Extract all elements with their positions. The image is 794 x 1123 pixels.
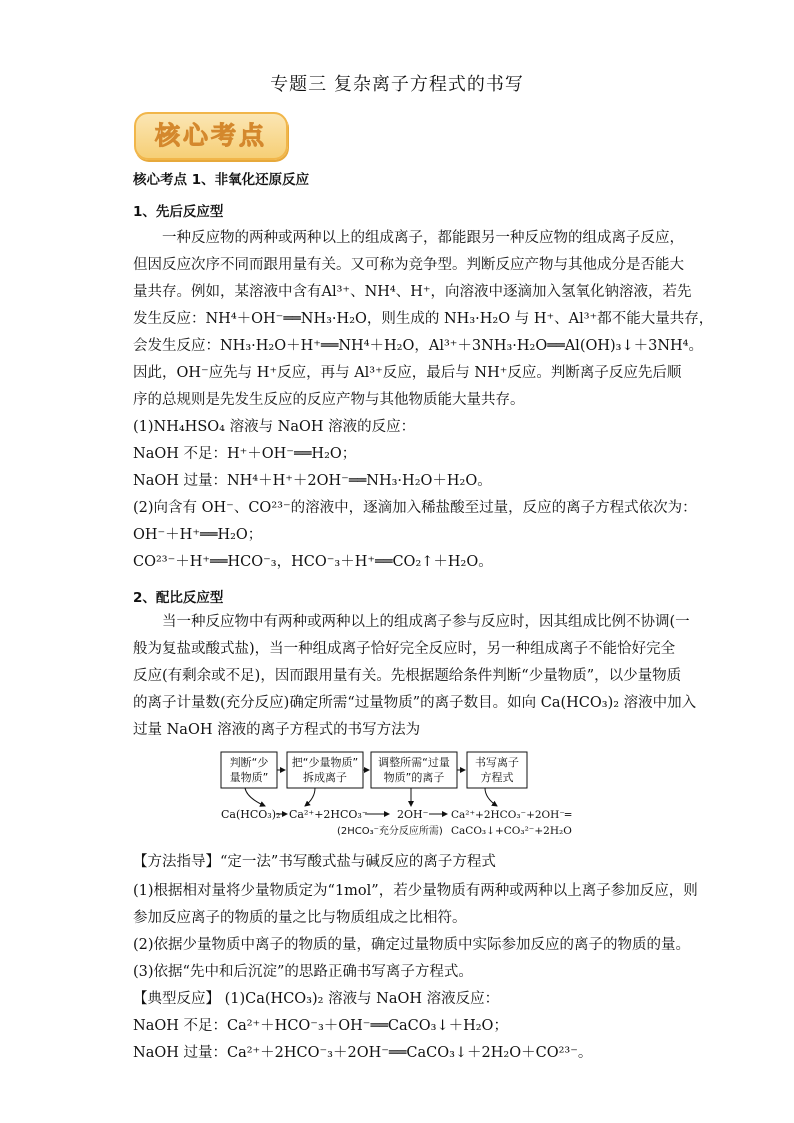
para-line: 会发生反应：NH₃·H₂O＋H⁺══NH⁴＋H₂O，Al³⁺＋3NH₃·H₂O══Al(OH)₃↓＋3NH⁴。 — [133, 338, 703, 354]
para-line: 发生反应：NH⁴＋OH⁻══NH₃·H₂O，则生成的 NH₃·H₂O 与 H⁺、Al³⁺都不能大量共存， — [133, 311, 714, 327]
question-2: (2)向含有 OH⁻、CO²³⁻的溶液中，逐滴加入稀盐酸至过量，反应的离子方程式依次为： — [133, 500, 697, 516]
flow-formula-4: Ca²⁺+2HCO₃⁻+2OH⁻═ — [451, 809, 572, 821]
typical-heading: 【典型反应】 (1)Ca(HCO₃)₂ 溶液与 NaOH 溶液反应： — [133, 991, 500, 1007]
equation-line: OH⁻＋H⁺══H₂O； — [133, 527, 263, 543]
para-line: 般为复盐或酸式盐)，当一种组成离子恰好完全反应时，另一种组成离子不能恰好完全 — [133, 641, 676, 657]
flow-box-1-line1: 判断“少 — [229, 756, 269, 769]
para-line: 因此，OH⁻应先与 H⁺反应，再与 Al³⁺反应，最后与 NH⁺反应。判断离子反应先后顺 — [133, 365, 682, 381]
heading-ratio-type: 2、配比反应型 — [133, 590, 224, 606]
flow-box-4-line2: 方程式 — [480, 771, 514, 784]
heading-sequential-type: 1、先后反应型 — [133, 204, 224, 220]
equation-line: NaOH 不足：Ca²⁺＋HCO⁻₃＋OH⁻══CaCO₃↓＋H₂O； — [133, 1018, 508, 1034]
para-line: 的离子计量数(充分反应)确定所需“过量物质”的离子数目。如向 Ca(HCO₃)₂ 溶液中加入 — [133, 695, 697, 711]
flow-formula-5: CaCO₃↓+CO₃²⁻+2H₂O — [451, 825, 572, 837]
flow-box-3-line2: 物质”的离子 — [383, 771, 445, 784]
para-line: 当一种反应物中有两种或两种以上的组成离子参与反应时，因其组成比例不协调(一 — [162, 614, 690, 630]
equation-line: NaOH 不足：H⁺＋OH⁻══H₂O； — [133, 446, 357, 462]
flow-diagram — [215, 750, 585, 842]
page-title: 专题三 复杂离子方程式的书写 — [270, 74, 524, 95]
method-line: (1)根据相对量将少量物质定为“1mol”，若少量物质有两种或两种以上离子参加反应，则 — [133, 883, 698, 899]
method-line: (3)依据“先中和后沉淀”的思路正确书写离子方程式。 — [133, 964, 473, 980]
method-line: 参加反应离子的物质的量之比与物质组成之比相符。 — [133, 910, 467, 926]
para-line: 序的总规则是先发生反应的反应产物与其他物质能大量共存。 — [133, 392, 525, 408]
para-line: 反应(有剩余或不足)，因而跟用量有关。先根据题给条件判断“少量物质”，以少量物质 — [133, 668, 682, 684]
equation-line: NaOH 过量：Ca²⁺＋2HCO⁻₃＋2OH⁻══CaCO₃↓＋2H₂O＋CO²³⁻。 — [133, 1045, 593, 1061]
flow-box-2-line2: 拆成离子 — [303, 771, 347, 784]
core-topic-badge: 核心考点 — [134, 112, 288, 160]
method-line: (2)依据少量物质中离子的物质的量，确定过量物质中实际参加反应的离子的物质的量。 — [133, 937, 691, 953]
flow-box-2-line1: 把“少量物质” — [291, 756, 359, 769]
equation-line: NaOH 过量：NH⁴＋H⁺＋2OH⁻══NH₃·H₂O＋H₂O。 — [133, 473, 492, 489]
heading-core-topic-1: 核心考点 1、非氧化还原反应 — [133, 172, 310, 188]
method-heading: 【方法指导】“定一法”书写酸式盐与碱反应的离子方程式 — [133, 854, 496, 870]
para-line: 量共存。例如，某溶液中含有Al³⁺、NH⁴、H⁺，向溶液中逐滴加入氢氧化钠溶液，若先 — [133, 284, 692, 300]
para-line: 一种反应物的两种或两种以上的组成离子，都能跟另一种反应物的组成离子反应， — [162, 230, 684, 246]
flow-box-4-line1: 书写离子 — [475, 756, 519, 769]
flow-formula-1: Ca(HCO₃)₂ — [221, 808, 281, 821]
para-line: 过量 NaOH 溶液的离子方程式的书写方法为 — [133, 722, 421, 738]
flow-formula-3: 2OH⁻ — [397, 808, 429, 821]
flow-box-1-line2: 量物质” — [229, 771, 269, 784]
flow-box-3-line1: 调整所需“过量 — [378, 756, 450, 769]
para-line: 但因反应次序不同而跟用量有关。又可称为竞争型。判断反应产物与其他成分是否能大 — [133, 257, 684, 273]
flow-formula-3-note: (2HCO₃⁻充分反应所需) — [337, 826, 443, 837]
flow-formula-2: Ca²⁺+2HCO₃⁻ — [289, 808, 368, 821]
equation-line: CO²³⁻＋H⁺══HCO⁻₃，HCO⁻₃＋H⁺══CO₂↑＋H₂O。 — [133, 554, 493, 570]
question-1: (1)NH₄HSO₄ 溶液与 NaOH 溶液的反应： — [133, 419, 416, 435]
